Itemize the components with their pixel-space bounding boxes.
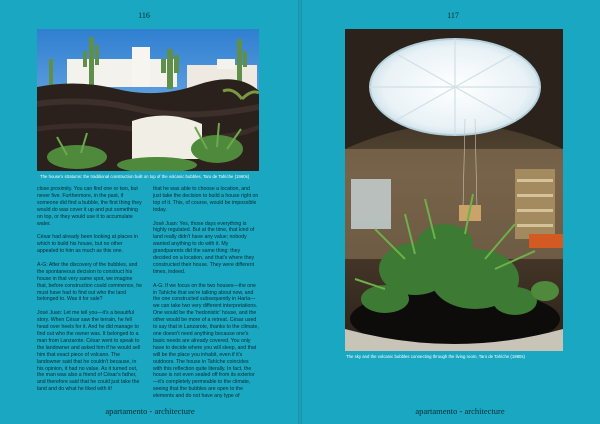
text-column-2 <box>153 186 259 400</box>
house-exterior-illustration <box>37 29 259 171</box>
right-page <box>300 0 600 424</box>
paragraph: José Juan: Let me tell you—it's a beautiful story. When César saw the terrain, he fell head over heels for it. And he did manage to find out who the owner was. It belonged to a man from Lanzarote. César went to speak to the landowner and asked him if he would sell him that exact piece of volcano. The landowner said that he couldn't because, in his opinion, it had no value. As it turned out, the man was also a friend of César's father, and therefore said that he could just take the land and do what he liked with it! <box>37 310 141 393</box>
living-room-illustration <box>345 29 563 351</box>
paragraph: that he was able to choose a location, and just take the decision to build a house right on top of it. This, of course, would be impossible today. <box>153 186 259 213</box>
photo-caption-left: The house's stratums: the traditional construction built on top of the volcanic bubbles, Taro de Tahíche (1960s) <box>40 174 250 179</box>
paragraph: close proximity. You can find one or two, but never five. Furthermore, in the past, if someone did find a bubble, the first thing they would do was cover it up and put something on top, or they would use it to accumulate water. <box>37 186 142 227</box>
photo-volcanic-bubble-living-room <box>345 29 563 351</box>
photo-volcanic-house-exterior <box>37 29 259 171</box>
paragraph: A-G: If we focus on the two houses—the one in Tahíche that we're talking about now, and the one constructed subsequently in Haría—we can take two very different interpretations. One would be the 'hedonistic' house, and the other would be more of a retreat. César used to say that in Lanzarote, thanks to the climate, one doesn't need anything because one's basic needs are already covered. You only have to decide where you will sleep, and that will be the place you inhabit, even if it's outdoors. The house in Tahíche coincides with this reflection quite literally. In fact, the house is not even sealed off from its exterior—it's completely permeable to the climate, seeing that the bubbles are open to the elements and do not have any type of <box>153 282 259 400</box>
footer-right: apartamento - architecture <box>415 406 505 416</box>
footer-left: apartamento - architecture <box>105 406 195 416</box>
page-number-left: 116 <box>138 11 150 20</box>
paragraph: César had already been looking at places in which to build his house, but no other appealed to him as much as this one. <box>37 234 138 255</box>
text-column-1 <box>37 186 143 400</box>
paragraph: José Juan: Yes, those days everything is highly regulated. But at the time, that kind of land really didn't have any value; nobody wanted anything to do with it. My grandparents did the same thing: they decided on a location, and that's where they constructed their house. They were different times, indeed. <box>153 220 255 275</box>
page-number-right: 117 <box>447 11 459 20</box>
article-text-columns <box>37 186 259 400</box>
photo-caption-right: The sky and the volcanic bubbles connecting through the living room, Taro de Tahíche (1980s) <box>346 354 525 359</box>
paragraph: A-G: After the discovery of the bubbles, and the spontaneous decision to construct his house in that very same spot, we imagine that, before construction could commence, he must have had to find out who the land belonged to. Was it for sale? <box>37 261 142 303</box>
